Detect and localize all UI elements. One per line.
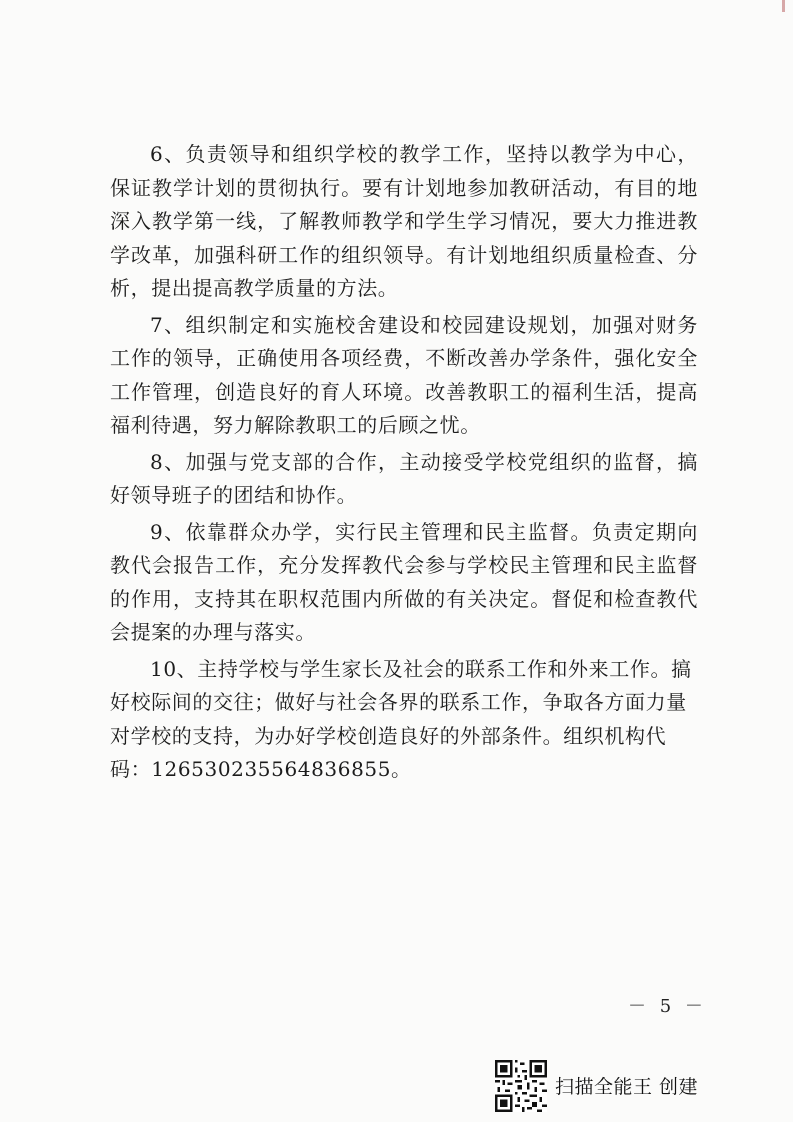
scanner-watermark	[495, 1058, 698, 1113]
paragraph-10: 10、主持学校与学生家长及社会的联系工作和外来工作。搞好校际间的交往；做好与社会各界的联系工作，争取各方面力量对学校的支持，为办好学校创造良好的外部条件。组织机构代码：126530235564836855。	[110, 656, 692, 781]
document-body	[110, 138, 698, 790]
corner-mark	[782, 0, 785, 12]
paragraph-7: 7、组织制定和实施校舍建设和校园建设规划，加强对财务工作的领导，正确使用各项经费，不断改善办学条件，强化安全工作管理，创造良好的育人环境。改善教职工的福利生活，提高福利待遇，努力解除教职工的后顾之忧。	[110, 312, 698, 437]
paragraph-9: 9、依靠群众办学，实行民主管理和民主监督。负责定期向教代会报告工作，充分发挥教代会参与学校民主管理和民主监督的作用，支持其在职权范围内所做的有关决定。督促和检查教代会提案的办理与落实。	[110, 519, 698, 644]
paragraph-8: 8、加强与党支部的合作，主动接受学校党组织的监督，搞好领导班子的团结和协作。	[110, 449, 698, 507]
page-number: － 5 －	[628, 996, 707, 1017]
paragraph-6: 6、负责领导和组织学校的教学工作，坚持以教学为中心，保证教学计划的贯彻执行。要有计划地参加教研活动，有目的地深入教学第一线，了解教师教学和学生学习情况，要大力推进教学改革，加强科研工作的组织领导。有计划地组织质量检查、分析，提出提高教学质量的方法。	[110, 142, 698, 300]
watermark-text: 扫描全能王 创建	[555, 1076, 699, 1098]
qr-code-icon	[495, 1060, 547, 1112]
